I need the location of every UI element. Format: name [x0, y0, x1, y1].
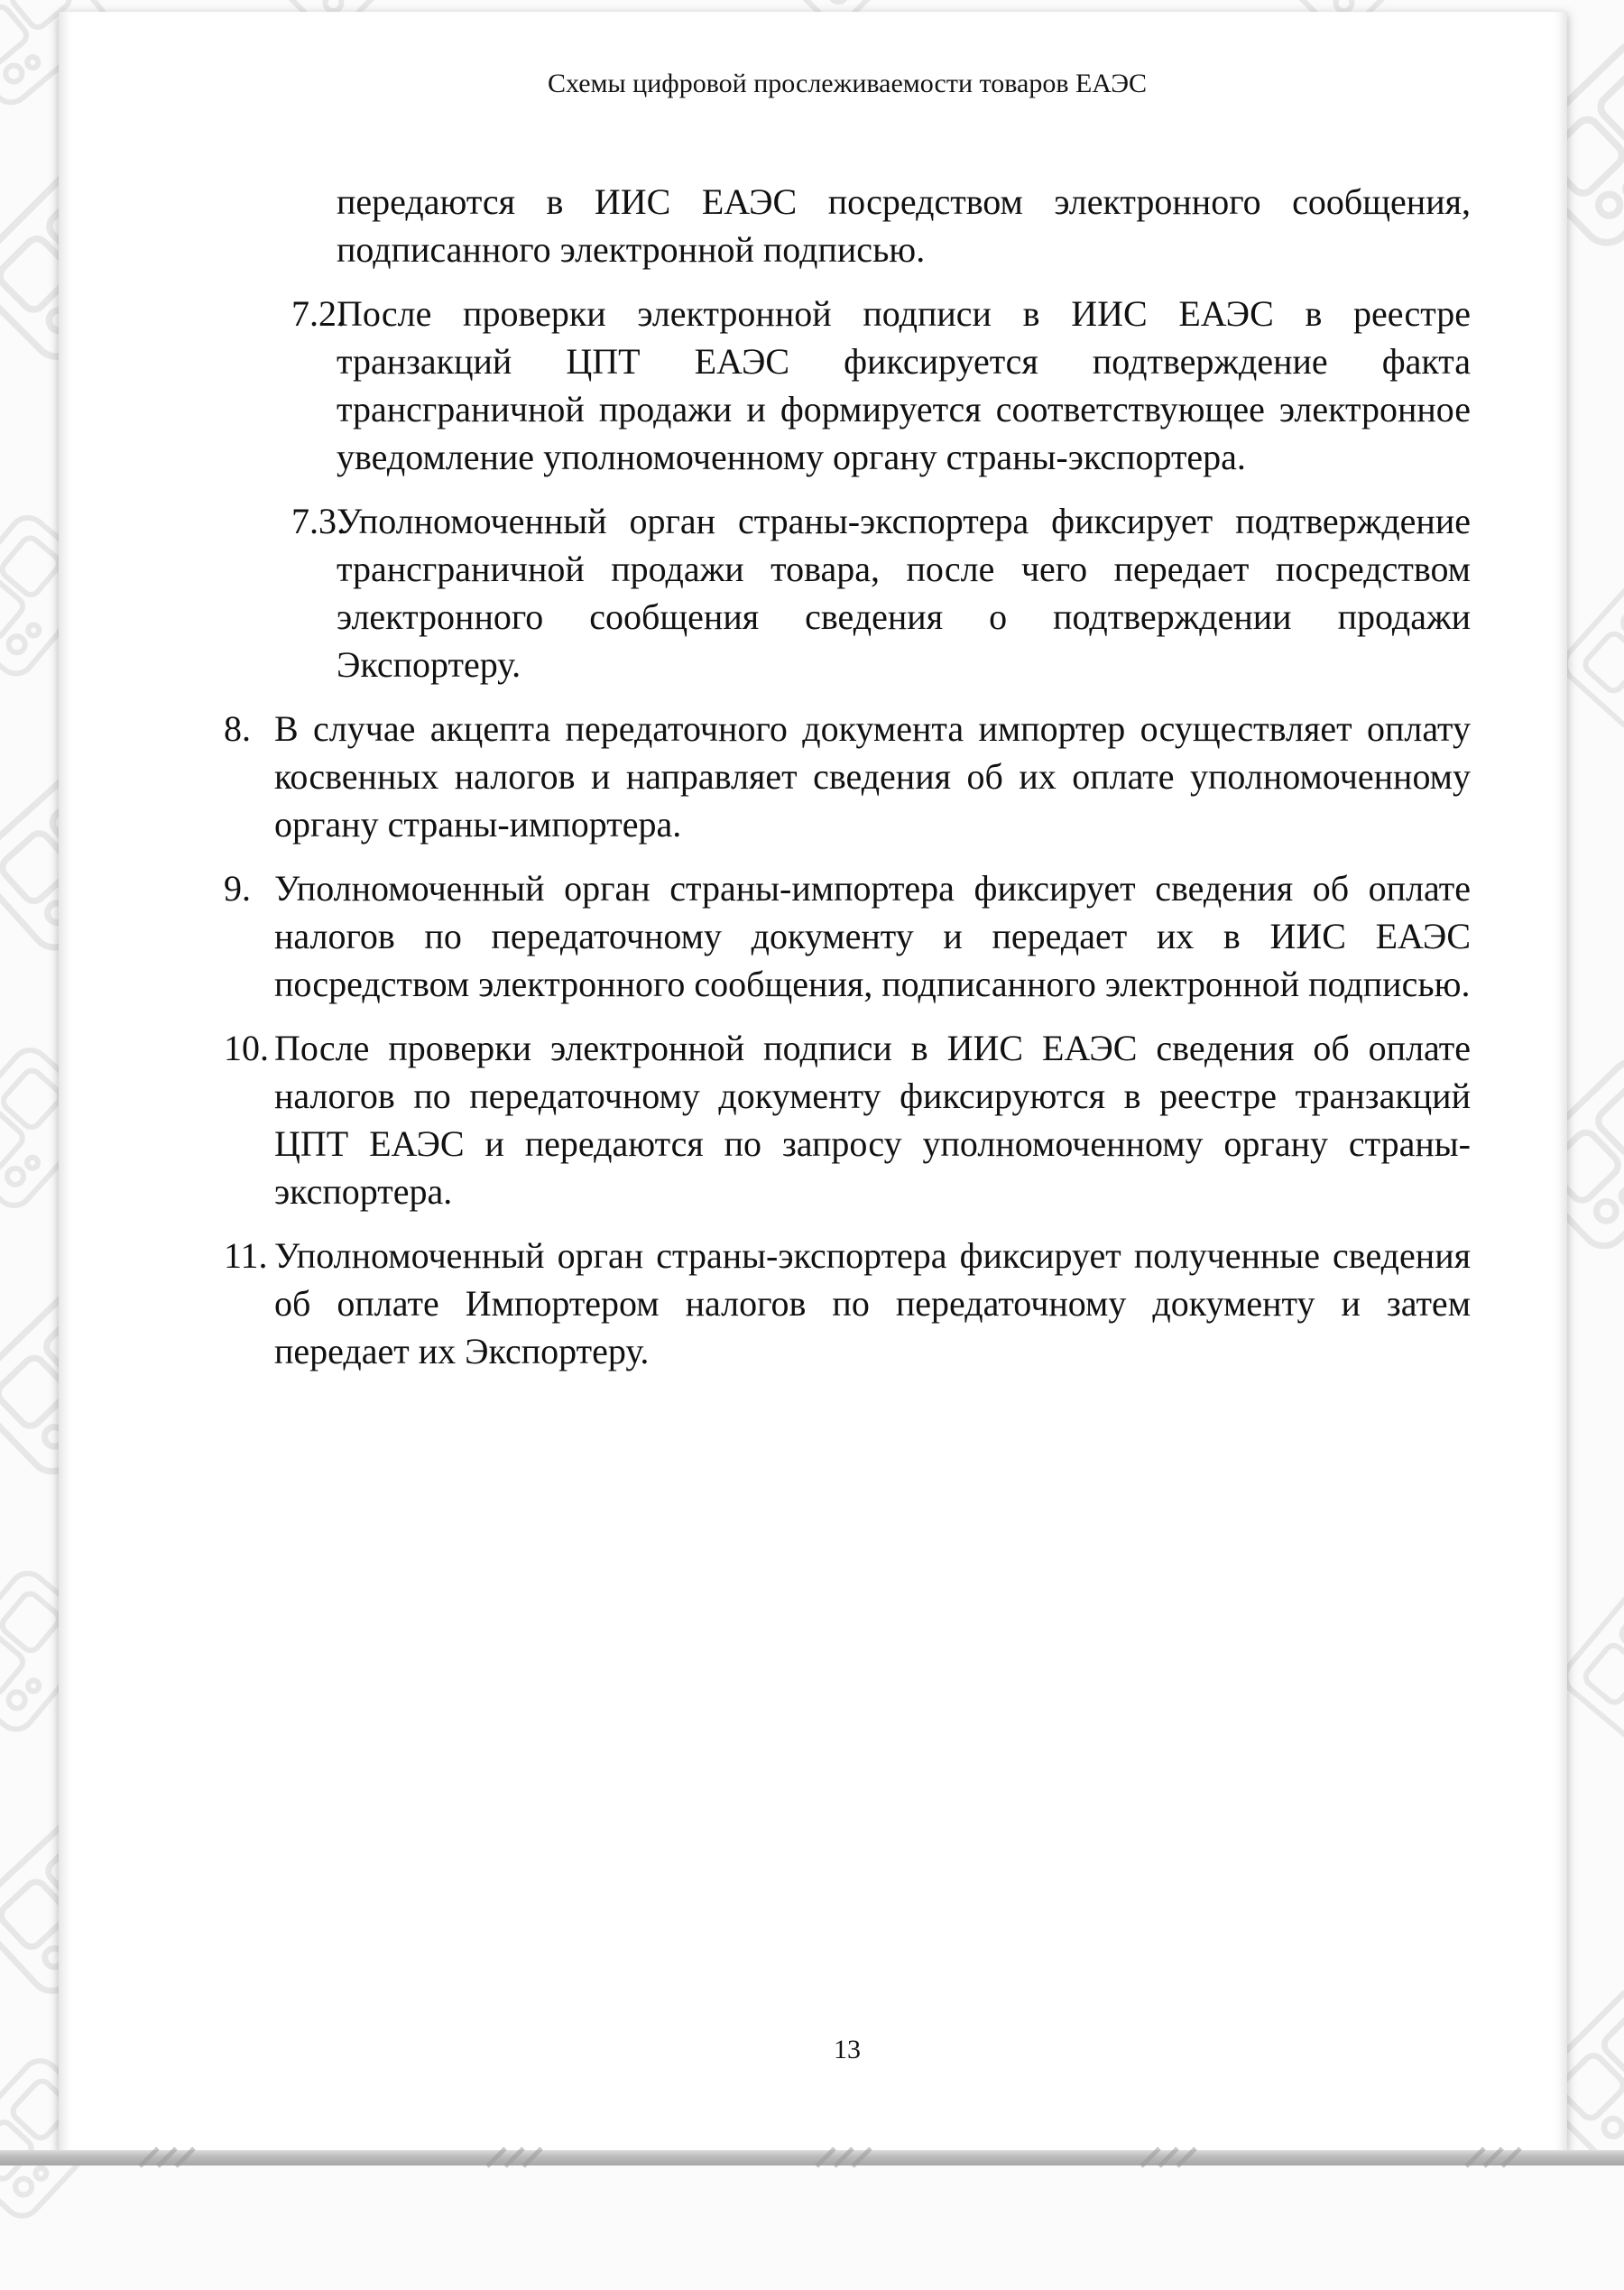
- paragraph-text: Уполномоченный орган страны-экспортера фиксирует подтверждение трансграничной продажи товара, после чего передает посредством электронного сообщения сведения о подтверждении продажи Экспортеру.: [337, 501, 1471, 685]
- watermark-slash-icon: [1462, 2148, 1543, 2166]
- paragraph-9: [224, 864, 1471, 1008]
- paragraph-text: передаются в ИИС ЕАЭС посредством электронного сообщения, подписанного электронной подписью.: [337, 181, 1471, 270]
- paragraph-number: 8.: [224, 708, 251, 749]
- paragraph-number: 7.3.: [291, 501, 346, 541]
- paragraph-7-3: [291, 497, 1471, 688]
- paragraph-11: [224, 1232, 1471, 1375]
- paragraph-text: После проверки электронной подписи в ИИС ЕАЭС в реестре транзакций ЦПТ ЕАЭС фиксируется подтверждение факта трансграничной продажи и формируется соответствующее электронное уведомление уполномоченному органу страны-экспортера.: [337, 293, 1471, 477]
- paragraph-text: Уполномоченный орган страны-экспортера фиксирует полученные сведения об оплате Импортером налогов по передаточному документу и затем передает их Экспортеру.: [274, 1235, 1471, 1371]
- watermark-slash-icon: [135, 2148, 217, 2166]
- paragraph-text: Уполномоченный орган страны-импортера фиксирует сведения об оплате налогов по передаточному документу и передает их в ИИС ЕАЭС посредством электронного сообщения, подписанного электронной подписью.: [274, 868, 1471, 1004]
- watermark-slash-icon: [1137, 2148, 1218, 2166]
- document-page: [59, 12, 1567, 2152]
- watermark-slash-icon: [483, 2148, 564, 2166]
- paragraph-continuation: [337, 178, 1471, 273]
- paragraph-text: После проверки электронной подписи в ИИС ЕАЭС сведения об оплате налогов по передаточному документу фиксируются в реестре транзакций ЦПТ ЕАЭС и передаются по запросу уполномоченному органу страны-экспортера.: [274, 1028, 1471, 1212]
- running-header-title: Схемы цифровой прослеживаемости товаров ЕАЭС: [547, 69, 1148, 98]
- paragraph-number: 11.: [224, 1235, 268, 1276]
- page-content: [59, 12, 1567, 1375]
- page-bottom-shadow-band: [0, 2150, 1624, 2165]
- watermark-slash-icon: [812, 2148, 893, 2166]
- paragraph-number: 10.: [224, 1028, 269, 1068]
- paragraph-10: [224, 1024, 1471, 1215]
- paragraph-7-2: [291, 290, 1471, 481]
- paragraph-text: В случае акцепта передаточного документа импортер осуществляет оплату косвенных налогов и направляет сведения об их оплате уполномоченному органу страны-импортера.: [274, 708, 1471, 845]
- paragraph-number: 7.2.: [291, 293, 346, 334]
- page-number: 13: [834, 2035, 861, 2064]
- paragraph-8: [224, 705, 1471, 848]
- paragraph-number: 9.: [224, 868, 251, 909]
